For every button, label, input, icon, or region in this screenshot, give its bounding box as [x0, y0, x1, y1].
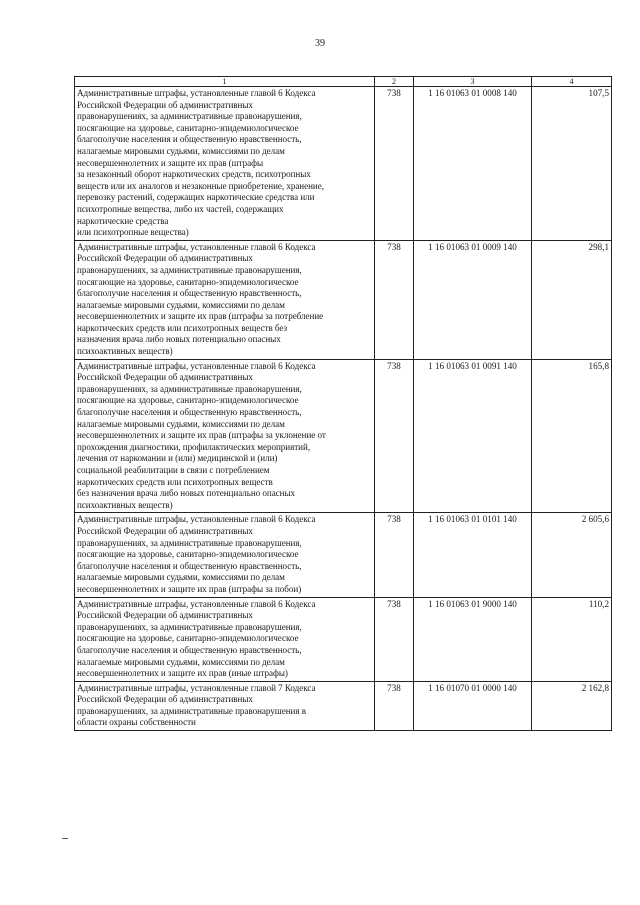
table-row: [75, 513, 612, 597]
row-amount: 165,8: [532, 359, 612, 513]
row-budget-code: 1 16 01063 01 0009 140: [414, 240, 532, 359]
row-admin-code: 738: [375, 359, 414, 513]
row-name: Административные штрафы, установленные главой 6 Кодекса Российской Федерации об административных правонарушениях, за административные правонарушения, посягающие на здоровье, санитарно-эпидемиологическое благополучие населения и общественную нравственность, налагаемые мировыми судьями, комиссиями по делам несовершеннолетних и защите их прав (штрафы за уклонение от прохождения диагностики, профилактических мероприятий, лечения от наркомании и (или) медицинской и (или) социальной реабилитации в связи с потреблением наркотических средств или психотропных веществ без назначения врача либо новых потенциально опасных психоактивных веществ): [75, 359, 375, 513]
row-admin-code: 738: [375, 681, 414, 730]
row-budget-code: 1 16 01070 01 0000 140: [414, 681, 532, 730]
row-amount: 107,5: [532, 87, 612, 241]
row-amount: 110,2: [532, 597, 612, 681]
row-budget-code: 1 16 01063 01 9000 140: [414, 597, 532, 681]
row-budget-code: 1 16 01063 01 0101 140: [414, 513, 532, 597]
page-number: 39: [315, 38, 325, 49]
header-row: [75, 77, 612, 87]
row-amount: 298,1: [532, 240, 612, 359]
revenue-table: [74, 76, 612, 731]
row-admin-code: 738: [375, 240, 414, 359]
table-row: [75, 240, 612, 359]
header-col-4: 4: [532, 77, 612, 87]
row-admin-code: 738: [375, 513, 414, 597]
header-col-2: 2: [375, 77, 414, 87]
row-name: Административные штрафы, установленные главой 7 Кодекса Российской Федерации об административных правонарушениях, за административные правонарушения в области охраны собственности: [75, 681, 375, 730]
header-col-1: 1: [75, 77, 375, 87]
table-row: [75, 87, 612, 241]
row-budget-code: 1 16 01063 01 0091 140: [414, 359, 532, 513]
table-row: [75, 359, 612, 513]
header-col-3: 3: [414, 77, 532, 87]
row-amount: 2 605,6: [532, 513, 612, 597]
table-row: [75, 681, 612, 730]
row-name: Административные штрафы, установленные главой 6 Кодекса Российской Федерации об административных правонарушениях, за административные правонарушения, посягающие на здоровье, санитарно-эпидемиологическое благополучие населения и общественную нравственность, налагаемые мировыми судьями, комиссиями по делам несовершеннолетних и защите их прав (штрафы за незаконный оборот наркотических средств, психотропных веществ или их аналогов и незаконные приобретение, хранение, перевозку растений, содержащих наркотические средства или психотропные вещества, либо их частей, содержащих наркотические средства или психотропные вещества): [75, 87, 375, 241]
row-name: Административные штрафы, установленные главой 6 Кодекса Российской Федерации об административных правонарушениях, за административные правонарушения, посягающие на здоровье, санитарно-эпидемиологическое благополучие населения и общественную нравственность, налагаемые мировыми судьями, комиссиями по делам несовершеннолетних и защите их прав (иные штрафы): [75, 597, 375, 681]
table-header: [75, 77, 612, 87]
row-budget-code: 1 16 01063 01 0008 140: [414, 87, 532, 241]
row-admin-code: 738: [375, 87, 414, 241]
table-row: [75, 597, 612, 681]
row-amount: 2 162,8: [532, 681, 612, 730]
row-admin-code: 738: [375, 597, 414, 681]
row-name: Административные штрафы, установленные главой 6 Кодекса Российской Федерации об административных правонарушениях, за административные правонарушения, посягающие на здоровье, санитарно-эпидемиологическое благополучие населения и общественную нравственность, налагаемые мировыми судьями, комиссиями по делам несовершеннолетних и защите их прав (штрафы за побои): [75, 513, 375, 597]
margin-mark: [62, 838, 68, 839]
table-body: [75, 87, 612, 731]
row-name: Административные штрафы, установленные главой 6 Кодекса Российской Федерации об административных правонарушениях, за административные правонарушения, посягающие на здоровье, санитарно-эпидемиологическое благополучие населения и общественную нравственность, налагаемые мировыми судьями, комиссиями по делам несовершеннолетних и защите их прав (штрафы за потребление наркотических средств или психотропных веществ без назначения врача либо новых потенциально опасных психоактивных веществ): [75, 240, 375, 359]
